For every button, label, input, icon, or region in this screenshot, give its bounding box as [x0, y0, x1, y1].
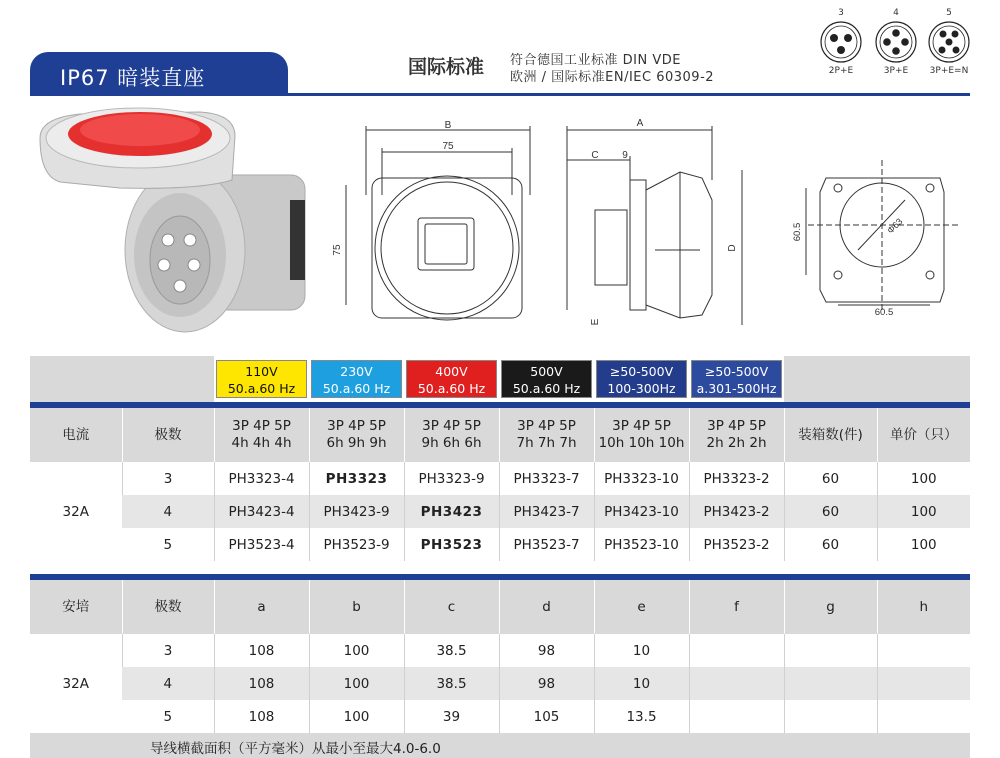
header-col-1 — [214, 408, 309, 462]
dim-cell: 98 — [499, 634, 594, 667]
front-dim-b-label: B — [444, 120, 452, 131]
header-d: d — [499, 580, 594, 634]
header-line-1: 3P 4P 5P — [517, 418, 576, 434]
table-row — [30, 528, 970, 561]
voltage-blank-1 — [30, 356, 122, 402]
voltage-50-500v-low-hz — [596, 360, 687, 398]
header-line-2: 7h 7h 7h — [516, 435, 577, 451]
header-amp: 安培 — [30, 580, 122, 634]
dim-cell: 105 — [499, 700, 594, 733]
poles-cell: 3 — [122, 462, 214, 495]
pin-number: 4 — [893, 8, 899, 18]
pin-caption: 3P+E — [883, 66, 909, 76]
model-cell: PH3523-9 — [309, 528, 404, 561]
mount-view-drawing — [806, 160, 958, 310]
socket-3-pin-icon — [819, 20, 863, 64]
model-cell: PH3323-10 — [594, 462, 689, 495]
pin-config-5 — [924, 8, 974, 76]
header-poles: 极数 — [122, 580, 214, 634]
model-cell: PH3423-10 — [594, 495, 689, 528]
voltage-value: 500V — [530, 364, 563, 379]
model-cell: PH3423 — [404, 495, 499, 528]
model-cell: PH3423-2 — [689, 495, 784, 528]
side-dim-9-label: 9 — [622, 150, 628, 161]
qty-cell: 60 — [784, 528, 877, 561]
dim-cell — [877, 700, 970, 733]
header-line-1: 3P 4P 5P — [612, 418, 671, 434]
voltage-hz: 50.a.60 Hz — [322, 381, 391, 396]
socket-4-pin-icon — [874, 20, 918, 64]
header-h: h — [877, 580, 970, 634]
dim-cell — [877, 634, 970, 667]
model-table — [30, 356, 970, 561]
model-cell: PH3323 — [309, 462, 404, 495]
voltage-value: 110V — [245, 364, 278, 379]
model-cell: PH3423-4 — [214, 495, 309, 528]
page-title: IP67 暗装直座 — [60, 66, 206, 90]
front-view-drawing — [346, 126, 530, 320]
voltage-400v — [406, 360, 497, 398]
model-cell: PH3523 — [404, 528, 499, 561]
dim-cell: 100 — [309, 667, 404, 700]
pin-number: 3 — [838, 8, 844, 18]
qty-cell: 60 — [784, 495, 877, 528]
voltage-500v — [501, 360, 592, 398]
standard-label: 国际标准 — [408, 56, 485, 78]
standard-line-1: 符合德国工业标准 DIN VDE — [510, 53, 681, 68]
note-row — [30, 733, 970, 758]
dim-cell: 98 — [499, 667, 594, 700]
model-header-row — [30, 408, 970, 462]
model-cell: PH3323-9 — [404, 462, 499, 495]
dim-cell: 108 — [214, 634, 309, 667]
product-photo — [40, 108, 305, 332]
voltage-230v — [311, 360, 402, 398]
header-line-1: 3P 4P 5P — [707, 418, 766, 434]
dim-cell — [689, 667, 784, 700]
dim-cell: 10 — [594, 634, 689, 667]
pin-caption: 3P+E=N — [929, 66, 969, 76]
mount-dim-v-label: 60.5 — [792, 222, 803, 242]
price-cell: 100 — [877, 495, 970, 528]
header-b: b — [309, 580, 404, 634]
header-line-1: 3P 4P 5P — [232, 418, 291, 434]
model-cell: PH3323-2 — [689, 462, 784, 495]
pin-configurations — [816, 8, 976, 92]
voltage-hz: 50.a.60 Hz — [227, 381, 296, 396]
table-row — [30, 462, 970, 495]
dim-cell — [784, 634, 877, 667]
header-line-2: 9h 6h 6h — [421, 435, 482, 451]
header-c: c — [404, 580, 499, 634]
pin-caption: 2P+E — [828, 66, 854, 76]
voltage-hz: 50.a.60 Hz — [512, 381, 581, 396]
dim-cell — [784, 667, 877, 700]
header-line-2: 2h 2h 2h — [706, 435, 767, 451]
current-cell: 32A — [62, 503, 89, 520]
header-line-2: 10h 10h 10h — [598, 435, 685, 451]
dim-cell: 100 — [309, 634, 404, 667]
header-a: a — [214, 580, 309, 634]
mount-dim-dia-label: Φ63 — [885, 216, 905, 236]
model-cell: PH3523-7 — [499, 528, 594, 561]
price-cell: 100 — [877, 462, 970, 495]
dim-cell — [877, 667, 970, 700]
front-dim-75-h-label: 75 — [442, 141, 454, 152]
dim-cell: 38.5 — [404, 667, 499, 700]
voltage-blank-2 — [122, 356, 214, 402]
table-row — [30, 495, 970, 528]
model-cell: PH3423-9 — [309, 495, 404, 528]
pin-config-4 — [871, 8, 921, 76]
pin-number: 5 — [946, 8, 952, 18]
page-title-tab — [30, 52, 288, 96]
header-col-4 — [499, 408, 594, 462]
header-line-2: 4h 4h 4h — [231, 435, 292, 451]
poles-cell: 3 — [122, 634, 214, 667]
price-cell: 100 — [877, 528, 970, 561]
poles-cell: 4 — [122, 495, 214, 528]
header-e: e — [594, 580, 689, 634]
header-line-1: 3P 4P 5P — [422, 418, 481, 434]
standard-line-2: 欧洲 / 国际标准EN/IEC 60309-2 — [510, 70, 715, 85]
side-dim-a-label: A — [636, 118, 644, 129]
wire-cross-section-note: 导线横截面积（平方毫米）从最小至最大4.0-6.0 — [30, 733, 970, 758]
header-box-qty: 装箱数(件) — [784, 408, 877, 462]
dim-cell: 100 — [309, 700, 404, 733]
dim-cell — [784, 700, 877, 733]
header-line-2: 6h 9h 9h — [326, 435, 387, 451]
technical-drawings — [0, 100, 1000, 350]
side-dim-c-label: C — [591, 150, 599, 161]
header-line-1: 3P 4P 5P — [327, 418, 386, 434]
header-g: g — [784, 580, 877, 634]
current-cell: 32A — [62, 675, 89, 692]
qty-cell: 60 — [784, 462, 877, 495]
header-col-3 — [404, 408, 499, 462]
front-dim-75-v-label: 75 — [332, 244, 343, 256]
voltage-value: 230V — [340, 364, 373, 379]
header-col-6 — [689, 408, 784, 462]
voltage-blank-3 — [784, 356, 877, 402]
header-col-5 — [594, 408, 689, 462]
dimension-table — [30, 574, 970, 758]
dim-cell: 38.5 — [404, 634, 499, 667]
voltage-hz: 100-300Hz — [607, 381, 676, 396]
voltage-50-500v-high-hz — [691, 360, 782, 398]
model-cell: PH3523-4 — [214, 528, 309, 561]
voltage-110v — [216, 360, 307, 398]
model-cell: PH3523-2 — [689, 528, 784, 561]
model-cell: PH3323-4 — [214, 462, 309, 495]
voltage-hz: 50.a.60 Hz — [417, 381, 486, 396]
model-cell: PH3323-7 — [499, 462, 594, 495]
socket-5-pin-icon — [927, 20, 971, 64]
dim-cell — [689, 700, 784, 733]
voltage-value: ≥50-500V — [609, 364, 674, 379]
dim-cell: 108 — [214, 667, 309, 700]
model-cell: PH3423-7 — [499, 495, 594, 528]
model-cell: PH3523-10 — [594, 528, 689, 561]
voltage-value: 400V — [435, 364, 468, 379]
poles-cell: 5 — [163, 708, 173, 725]
table-row — [30, 667, 970, 700]
voltage-hz: a.301-500Hz — [696, 381, 777, 396]
poles-cell: 5 — [163, 536, 173, 553]
dim-cell: 13.5 — [594, 700, 689, 733]
header-f: f — [689, 580, 784, 634]
pin-config-3 — [816, 8, 866, 76]
side-dim-d-label: D — [727, 244, 738, 252]
header-col-2 — [309, 408, 404, 462]
dim-cell: 39 — [404, 700, 499, 733]
table-row — [30, 634, 970, 667]
header-current: 电流 — [30, 408, 122, 462]
side-dim-e-label: E — [590, 318, 601, 326]
table-row — [30, 700, 970, 733]
dim-cell — [689, 634, 784, 667]
standard-text — [510, 52, 714, 86]
header-unit-price: 单价（只） — [877, 408, 970, 462]
voltage-value: ≥50-500V — [704, 364, 769, 379]
mount-dim-h-label: 60.5 — [874, 307, 894, 318]
header-poles: 极数 — [122, 408, 214, 462]
poles-cell: 4 — [122, 667, 214, 700]
dimension-header-row — [30, 580, 970, 634]
header-divider — [30, 93, 970, 96]
dim-cell: 108 — [214, 700, 309, 733]
dim-cell: 10 — [594, 667, 689, 700]
voltage-blank-4 — [877, 356, 970, 402]
voltage-row — [30, 356, 970, 402]
